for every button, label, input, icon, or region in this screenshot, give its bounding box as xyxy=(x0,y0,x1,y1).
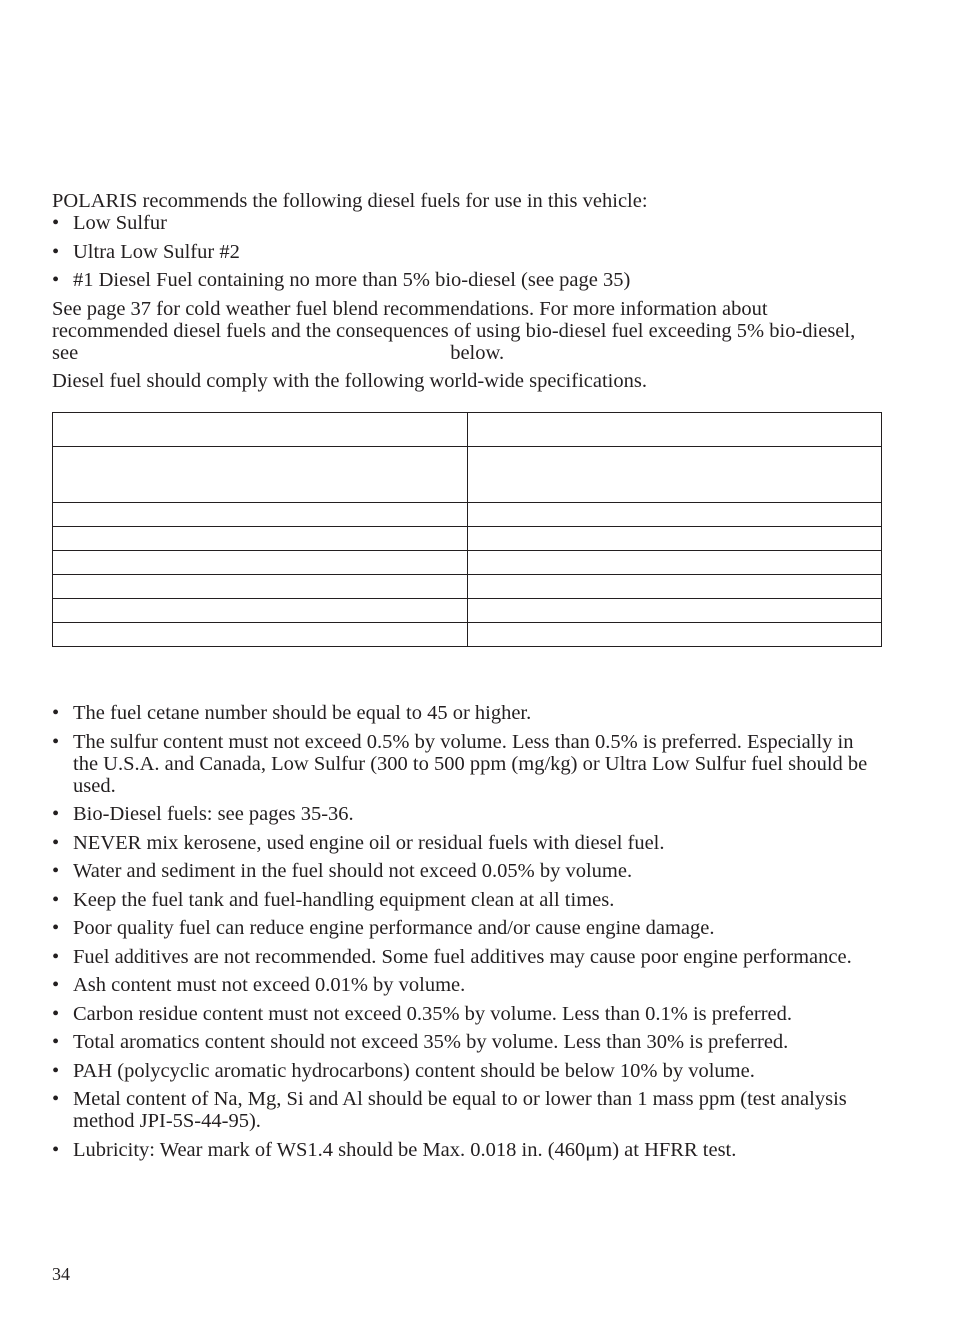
list-item: • Low Sulfur xyxy=(52,212,882,234)
recommended-fuels-list xyxy=(52,212,882,291)
list-item: • PAH (polycyclic aromatic hydrocarbons) content should be below 10% by volume. xyxy=(52,1060,882,1082)
list-item: • Total aromatics content should not exceed 35% by volume. Less than 30% is preferred. xyxy=(52,1031,882,1053)
table-row xyxy=(53,623,882,647)
table-row xyxy=(53,551,882,575)
list-item: • Fuel additives are not recommended. Some fuel additives may cause poor engine performance. xyxy=(52,946,882,968)
see-also-text: See page 37 for cold weather fuel blend recommendations. For more information about recommended diesel fuels and the consequences of using bio-diesel fuel exceeding 5% bio-diesel, see xyxy=(52,297,856,364)
intro-lead: POLARIS recommends the following diesel fuels for use in this vehicle: xyxy=(52,190,648,212)
list-item: • The fuel cetane number should be equal to 45 or higher. xyxy=(52,702,882,724)
see-also-below: below. xyxy=(450,341,505,364)
list-item: • Water and sediment in the fuel should not exceed 0.05% by volume. xyxy=(52,860,882,882)
list-item: • Metal content of Na, Mg, Si and Al should be equal to or lower than 1 mass ppm (test analysis method JPI-5S-44-95). xyxy=(52,1088,882,1132)
fuel-notes-list xyxy=(52,702,882,1161)
table-row xyxy=(53,575,882,599)
table-row xyxy=(53,527,882,551)
list-item: • Bio-Diesel fuels: see pages 35-36. xyxy=(52,803,882,825)
intro-section xyxy=(52,190,882,392)
list-item: • #1 Diesel Fuel containing no more than 5% bio-diesel (see page 35) xyxy=(52,269,882,291)
list-item: • Poor quality fuel can reduce engine performance and/or cause engine damage. xyxy=(52,917,882,939)
table-row xyxy=(53,599,882,623)
list-item: • Lubricity: Wear mark of WS1.4 should be Max. 0.018 in. (460μm) at HFRR test. xyxy=(52,1139,882,1161)
list-item: • NEVER mix kerosene, used engine oil or residual fuels with diesel fuel. xyxy=(52,832,882,854)
page-number: 34 xyxy=(52,1264,70,1284)
list-item: • Ultra Low Sulfur #2 xyxy=(52,241,882,263)
list-item: • Ash content must not exceed 0.01% by volume. xyxy=(52,974,882,996)
see-also-paragraph xyxy=(52,298,882,364)
fuel-spec-table xyxy=(52,412,882,647)
list-item: • The sulfur content must not exceed 0.5% by volume. Less than 0.5% is preferred. Especially in the U.S.A. and Canada, Low Sulfur (300 to 500 ppm (mg/kg) or Ultra Low Sulfur fuel should be used. xyxy=(52,731,882,797)
table-row xyxy=(53,447,882,503)
list-item: • Carbon residue content must not exceed 0.35% by volume. Less than 0.1% is preferred. xyxy=(52,1003,882,1025)
list-item: • Keep the fuel tank and fuel-handling equipment clean at all times. xyxy=(52,889,882,911)
spec-lead: Diesel fuel should comply with the following world-wide specifications. xyxy=(52,370,647,392)
table-row xyxy=(53,413,882,447)
table-row xyxy=(53,503,882,527)
